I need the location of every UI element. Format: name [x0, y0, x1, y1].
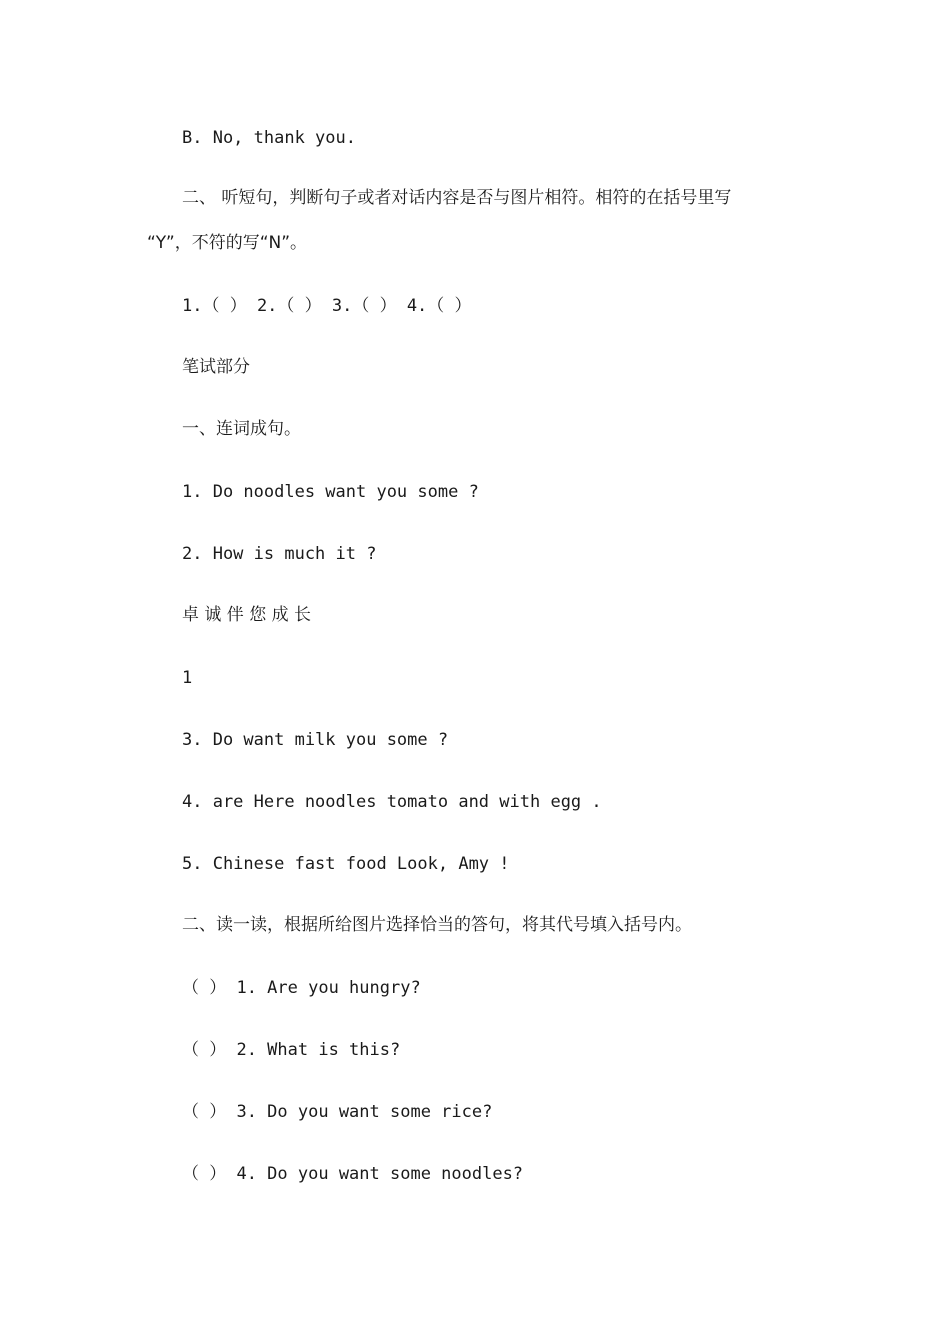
page-number: 1: [182, 668, 193, 688]
listening-section2-heading-line2: “Y”，不符的写“N”。: [147, 233, 308, 253]
section1-item-2: 2. How is much it ?: [182, 544, 377, 564]
section1-item-5: 5. Chinese fast food Look, Amy !: [182, 854, 510, 874]
section1-item-1: 1. Do noodles want you some ?: [182, 482, 479, 502]
section1-item-3: 3. Do want milk you some ?: [182, 730, 449, 750]
section2-item-4: （ ） 4. Do you want some noodles?: [182, 1164, 524, 1184]
written-part-title: 笔试部分: [182, 357, 250, 377]
section1-item-4: 4. are Here noodles tomato and with egg .: [182, 792, 602, 812]
section2-item-1: （ ） 1. Are you hungry?: [182, 978, 421, 998]
section2-item-3: （ ） 3. Do you want some rice?: [182, 1102, 493, 1122]
listening-section2-answers: 1.（ ） 2.（ ） 3.（ ） 4.（ ）: [182, 296, 472, 316]
section2-item-2: （ ） 2. What is this?: [182, 1040, 401, 1060]
written-section1-heading: 一、连词成句。: [182, 419, 301, 439]
listening-option-b: B. No, thank you.: [182, 128, 356, 148]
watermark-text: 卓 诚 伴 您 成 长: [182, 605, 312, 625]
written-section2-heading: 二、读一读，根据所给图片选择恰当的答句，将其代号填入括号内。: [182, 915, 692, 935]
listening-section2-heading-line1: 二、 听短句，判断句子或者对话内容是否与图片相符。相符的在括号里写: [182, 188, 732, 208]
